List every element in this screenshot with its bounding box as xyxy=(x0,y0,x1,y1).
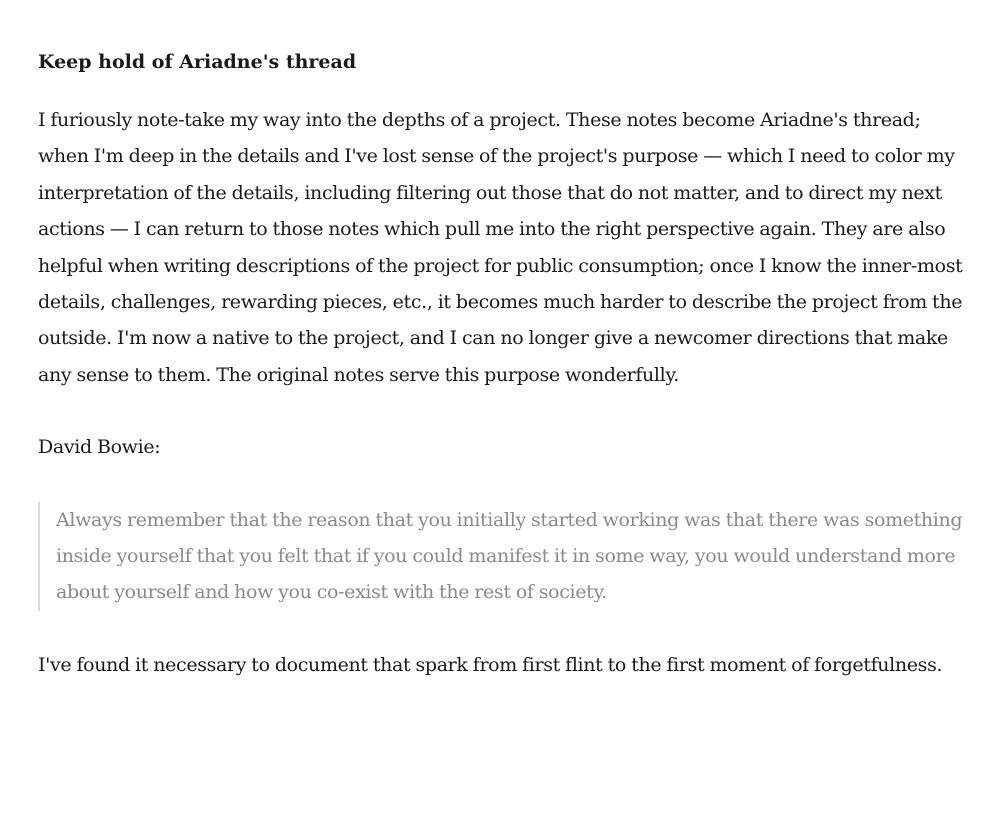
article-body xyxy=(38,44,973,683)
intro-paragraph: I furiously note-take my way into the depths of a project. These notes become Ariadne's thread; when I'm deep in the details and I've lost sense of the project's purpose — which I need to color my interpretation of the details, including filtering out those that do not matter, and to direct my next actions — I can return to those notes which pull me into the right perspective again. They are also helpful when writing descriptions of the project for public consumption; once I know the inner-most details, challenges, rewarding pieces, etc., it becomes much harder to describe the project from the outside. I'm now a native to the project, and I can no longer give a newcomer directions that make any sense to them. The original notes serve this purpose wonderfully. xyxy=(38,109,963,386)
closing-paragraph: I've found it necessary to document that spark from first flint to the first moment of forgetfulness. xyxy=(38,653,943,676)
quote-attribution: David Bowie: xyxy=(38,436,161,459)
section-heading: Keep hold of Ariadne's thread xyxy=(38,51,357,73)
blockquote: Always remember that the reason that you initially started working was that there was something inside yourself that you felt that if you could manifest it in some way, you would understand more about yourself and how you co-exist with the rest of society. xyxy=(38,502,973,611)
